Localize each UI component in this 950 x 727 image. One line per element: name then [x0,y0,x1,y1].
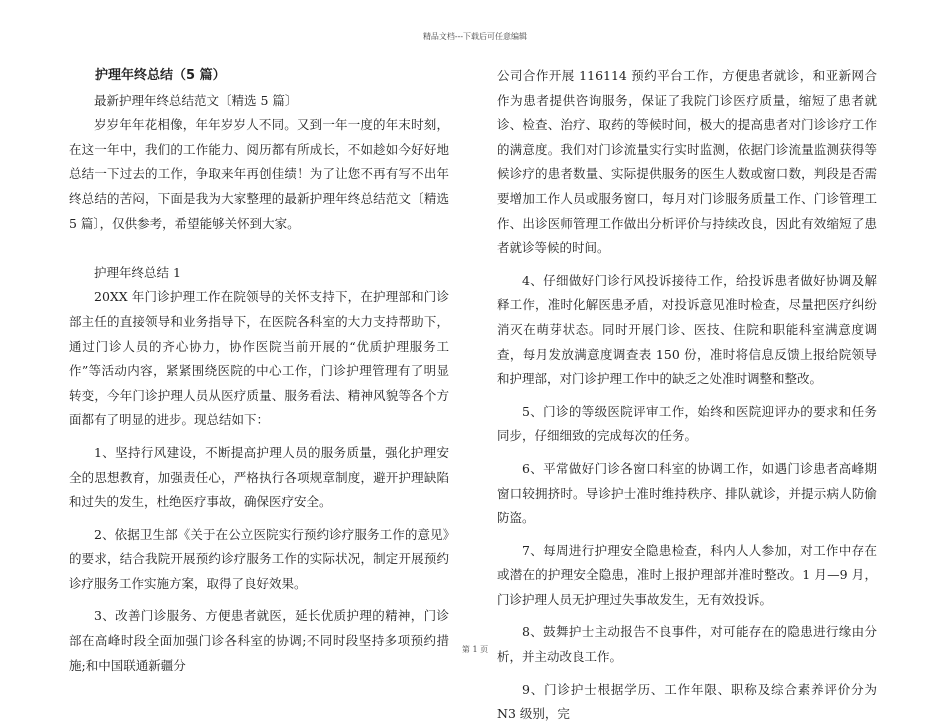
list-item: 4、仔细做好门诊行风投诉接待工作，给投诉患者做好协调及解释工作，准时化解医患矛盾，对投诉意见准时检查，尽量把医疗纠纷消灭在萌芽状态。同时开展门诊、医技、住院和职能科室满意度调查，每月发放满意度调查表 150 份，准时将信息反馈上报给院领导和护理部，对门诊护理工作中的缺乏之处准时调整和整改。 [497,272,877,387]
list-item: 5、门诊的等级医院评审工作，始终和医院迎评办的要求和任务同步，仔细细致的完成每次的任务。 [497,403,877,444]
left-column [69,64,449,678]
list-item: 1、坚持行风建设，不断提高护理人员的服务质量，强化护理安全的思想教育，加强责任心，严格执行各项规章制度，避开护理缺陷和过失的发生，杜绝医疗事故，确保医疗安全。 [69,444,449,510]
document-title: 护理年终总结（5 篇） [95,68,226,83]
list-item: 3、改善门诊服务、方便患者就医，延长优质护理的精神，门诊部在高峰时段全面加强门诊各科室的协调;不同时段坚持多项预约措施;和中国联通新疆分 [69,608,449,673]
list-item: 8、鼓舞护士主动报告不良事件，对可能存在的隐患进行缘由分析，并主动改良工作。 [497,624,877,665]
list-item: 9、门诊护士根据学历、工作年限、职称及综合素养评价分为 N3 级别，完 [497,681,877,722]
paragraph-opening: 20XX 年门诊护理工作在院领导的关怀支持下，在护理部和门诊部主任的直接领导和业务指导下，在医院各科室的大力支持帮助下，通过门诊人员的齐心协力，协作医院当前开展的“优质护理服务工作”等活动内容，紧紧围绕医院的中心工作，门诊护理管理有了明显转变，今年门诊护理人员从医疗质量、服务看法、精神风貌等各个方面都有了明显的进步。现总结如下： [69,289,449,428]
page-number: 第 1 页 [461,645,489,654]
intro-paragraph: 岁岁年年花相像，年年岁岁人不同。又到一年一度的年末时刻，在这一年中，我们的工作能力、阅历都有所成长，不如趁如今好好地总结一下过去的工作，争取来年再创佳绩！为了让您不再有写不出年终总结的苦闷，下面是我为大家整理的最新护理年终总结范文〔精选 5 篇〕，仅供参考，希望能够关怀到大家。 [69,117,449,231]
document-subtitle: 最新护理年终总结范文〔精选 5 篇〕 [94,92,298,108]
section-title: 护理年终总结 1 [94,264,181,280]
list-item: 6、平常做好门诊各窗口科室的协调工作，如遇门诊患者高峰期窗口较拥挤时。导诊护士准时维持秩序、排队就诊，并提示病人防偷防盗。 [497,460,877,526]
right-column [497,64,877,727]
page-header-note: 精品文档---下载后可任意编辑 [422,32,528,41]
paragraph-continued: 公司合作开展 116114 预约平台工作，方便患者就诊，和亚新网合作为患者提供咨询服务，保证了我院门诊医疗质量，缩短了患者就诊、检查、治疗、取药的等候时间，极大的提高患者对门诊诊疗工作的满意度。我们对门诊流量实行实时监测，依据门诊流量监测获得等候诊疗的患者数量、实际提供服务的医生人数或窗口数，判段是否需要增加工作人员或服务窗口，每月对门诊服务质量工作、门诊管理工作、出诊医师管理工作做出分析评价与持续改良，因此有效缩短了患者就诊等候的时间。 [497,68,877,256]
list-item: 2、依据卫生部《关于在公立医院实行预约诊疗服务工作的意见》的要求，结合我院开展预约诊疗服务工作的实际状况，制定开展预约诊疗服务工作实施方案，取得了良好效果。 [69,526,449,591]
list-item: 7、每周进行护理安全隐患检查，科内人人参加，对工作中存在或潜在的护理安全隐患，准时上报护理部并准时整改。1 月—9 月，门诊护理人员无护理过失事故发生，无有效投诉。 [497,542,877,607]
